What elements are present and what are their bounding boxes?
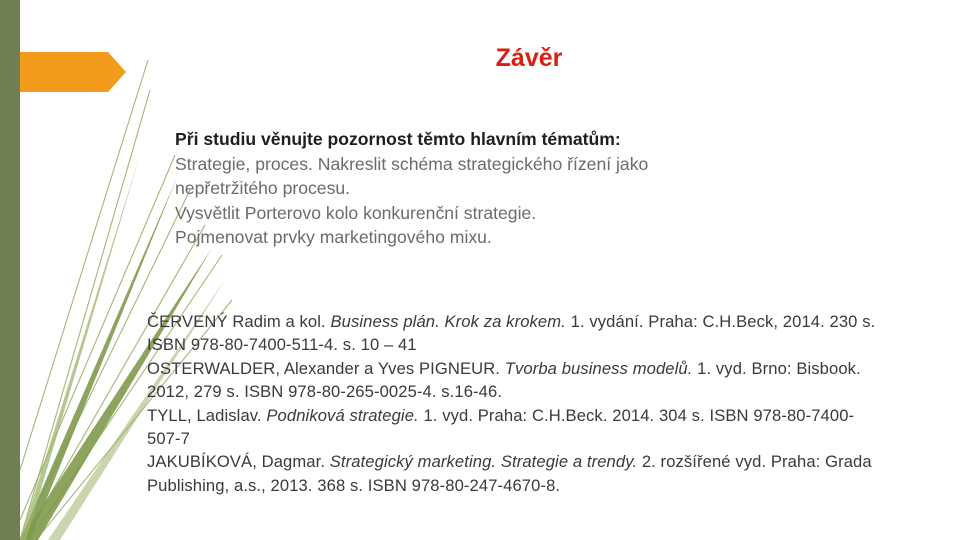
- reference-title: Tvorba business modelů.: [504, 358, 693, 378]
- topics-heading: Při studiu věnujte pozornost těmto hlavním tématům:: [175, 129, 621, 149]
- topic-line: Vysvětlit Porterovo kolo konkurenční strategie.: [175, 202, 537, 223]
- reference-details: 1. vydání. Praha: C.H.Beck, 2014. 230 s. ISBN 978-80-7400-511-4. s. 10 – 41: [147, 312, 876, 355]
- reference-details: 2. rozšířené vyd. Praha: Grada Publishing, a.s., 2013. 368 s. ISBN 978-80-247-4670-8.: [147, 452, 872, 495]
- leaf-shape: [20, 155, 140, 540]
- reference-title: Podniková strategie.: [266, 405, 419, 425]
- reference-title: Business plán. Krok za krokem.: [330, 312, 566, 331]
- slide-title: Závěr: [495, 44, 563, 72]
- reference-item: [147, 404, 877, 451]
- reference-item: [147, 310, 877, 357]
- reference-details: 1. vyd. Praha: C.H.Beck. 2014. 304 s. ISBN 978-80-7400-507-7: [147, 405, 855, 449]
- topic-line: nepřetržitého procesu.: [175, 178, 351, 198]
- topic-line: Pojmenovat prvky marketingového mixu.: [175, 227, 492, 247]
- reference-item: [147, 450, 877, 497]
- reference-details: 1. vyd. Brno: Bisbook. 2012, 279 s. ISBN 978-80-265-0025-4. s.16-46.: [147, 358, 861, 402]
- reference-author: JAKUBÍKOVÁ, Dagmar.: [147, 452, 326, 472]
- reference-item: [147, 357, 877, 404]
- left-sidebar-bar: [0, 0, 20, 540]
- topic-line: Strategie, proces. Nakreslit schéma strategického řízení jako: [175, 153, 649, 174]
- reference-title: Strategický marketing. Strategie a trendy.: [329, 452, 638, 472]
- reference-author: OSTERWALDER, Alexander a Yves PIGNEUR.: [147, 358, 501, 378]
- references-list: [147, 310, 877, 497]
- reference-author: TYLL, Ladislav.: [147, 405, 262, 425]
- key-topics: [175, 127, 875, 250]
- reference-author: ČERVENÝ Radim a kol.: [147, 312, 326, 331]
